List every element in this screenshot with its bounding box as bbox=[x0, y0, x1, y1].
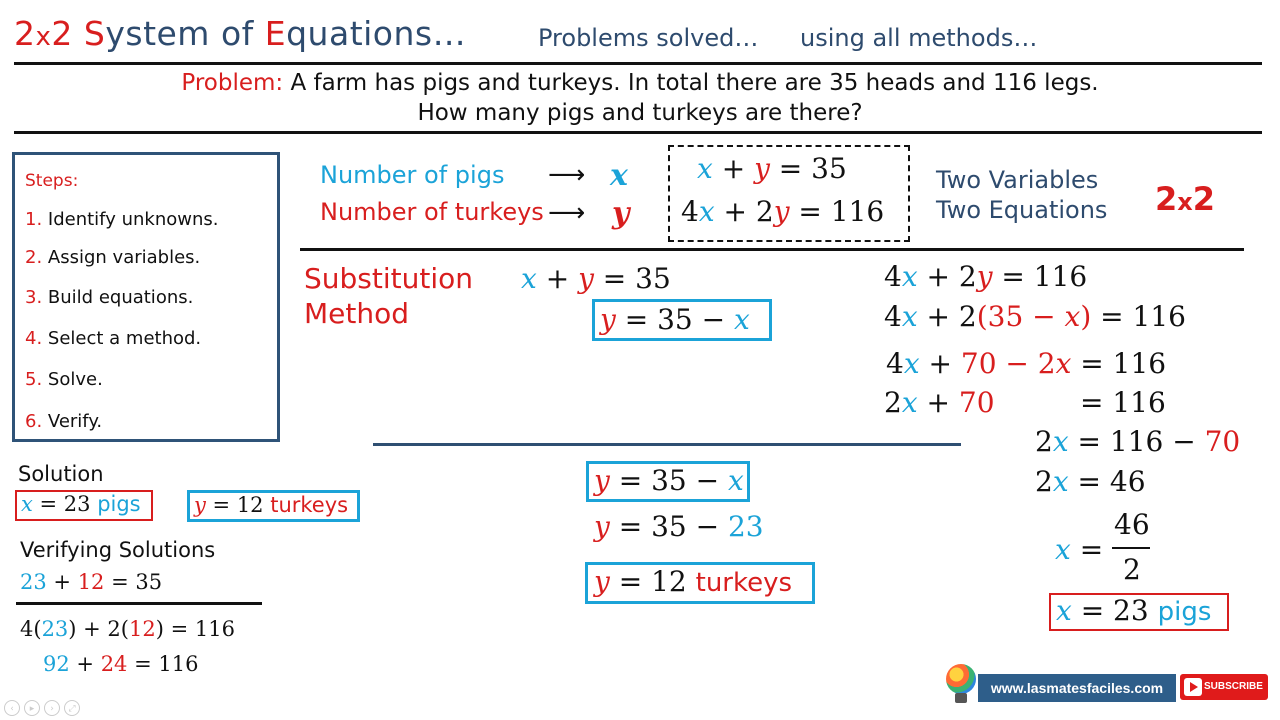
step-5: 5. Solve. bbox=[25, 369, 103, 390]
arrow-icon: ⟶ bbox=[548, 160, 586, 190]
divider-top bbox=[14, 62, 1262, 65]
pigs-label: Number of pigs bbox=[320, 161, 505, 189]
divider-mid bbox=[373, 443, 961, 446]
step-4: 4. Select a method. bbox=[25, 328, 202, 349]
play-control-icon[interactable]: ▸ bbox=[24, 700, 40, 716]
step-2: 2. Assign variables. bbox=[25, 247, 201, 268]
solve-line4a: 2x + 70 bbox=[884, 386, 995, 419]
step-1: 1. Identify unknowns. bbox=[25, 209, 219, 230]
verify-eq3: 92 + 24 = 116 bbox=[43, 652, 199, 676]
solution-y: y = 12 turkeys bbox=[194, 493, 349, 517]
logo-icon bbox=[946, 664, 976, 694]
problem-line2: How many pigs and turkeys are there? bbox=[417, 100, 863, 126]
arrow-icon: ⟶ bbox=[548, 198, 586, 228]
divider-verify bbox=[16, 602, 262, 605]
info-variables: Two Variables bbox=[936, 166, 1099, 194]
page-title: 2x2 System of Equations… bbox=[14, 14, 467, 53]
fraction-x: x = bbox=[1055, 533, 1104, 566]
sub-eq1: x + y = 35 bbox=[521, 262, 671, 295]
problem-line1: Problem: A farm has pigs and turkeys. In total there are 35 heads and 116 legs. bbox=[181, 70, 1099, 96]
solution-x: x = 23 pigs bbox=[21, 492, 141, 516]
subtitle-methods: using all methods… bbox=[800, 24, 1038, 52]
solve-line6: 2x = 46 bbox=[1035, 465, 1146, 498]
info-equations: Two Equations bbox=[936, 196, 1108, 224]
next-icon[interactable]: › bbox=[44, 700, 60, 716]
fullscreen-icon[interactable]: ⤢ bbox=[64, 700, 80, 716]
step-3: 3. Build equations. bbox=[25, 287, 194, 308]
subtitle-problems: Problems solved… bbox=[538, 24, 759, 52]
var-y: y bbox=[612, 196, 630, 231]
system-eq2: 4x + 2y = 116 bbox=[681, 195, 885, 228]
turkeys-label: Number of turkeys bbox=[320, 198, 544, 226]
step-6: 6. Verify. bbox=[25, 411, 103, 432]
isolated-y: y = 35 − x bbox=[600, 303, 750, 336]
logo-base-icon bbox=[955, 693, 967, 703]
steps-panel bbox=[12, 152, 280, 442]
solve-line1: 4x + 2y = 116 bbox=[884, 260, 1088, 293]
solve-line3: 4x + 70 − 2x = 116 bbox=[886, 347, 1167, 380]
verify-title: Verifying Solutions bbox=[20, 538, 216, 562]
divider-problem bbox=[14, 131, 1262, 134]
var-x: x bbox=[610, 158, 628, 193]
solve-line4b: = 116 bbox=[1080, 386, 1166, 419]
system-eq1: x + y = 35 bbox=[697, 152, 847, 185]
y-result: y = 12 turkeys bbox=[594, 565, 793, 598]
size-badge: 2x2 bbox=[1155, 180, 1216, 218]
solve-line2: 4x + 2(35 − x) = 116 bbox=[884, 300, 1186, 333]
fraction-denominator: 2 bbox=[1123, 553, 1141, 586]
solve-line5: 2x = 116 − 70 bbox=[1035, 425, 1241, 458]
method-title-1: Substitution bbox=[304, 262, 473, 295]
fraction-bar bbox=[1112, 547, 1150, 549]
website-link[interactable]: www.lasmatesfaciles.com bbox=[978, 674, 1176, 702]
x-result: x = 23 pigs bbox=[1056, 594, 1212, 627]
fraction-numerator: 46 bbox=[1114, 508, 1150, 541]
method-title-2: Method bbox=[304, 297, 410, 330]
solution-title: Solution bbox=[18, 462, 104, 486]
subscribe-button[interactable]: SUBSCRIBE bbox=[1180, 674, 1268, 700]
prev-icon[interactable]: ‹ bbox=[4, 700, 20, 716]
divider-system bbox=[300, 248, 1244, 251]
steps-title: Steps: bbox=[25, 171, 79, 191]
verify-eq1: 23 + 12 = 35 bbox=[20, 570, 163, 594]
verify-eq2: 4(23) + 2(12) = 116 bbox=[20, 617, 235, 641]
y-expr: y = 35 − x bbox=[594, 464, 744, 497]
y-substituted: y = 35 − 23 bbox=[594, 510, 764, 543]
play-icon bbox=[1184, 678, 1202, 696]
